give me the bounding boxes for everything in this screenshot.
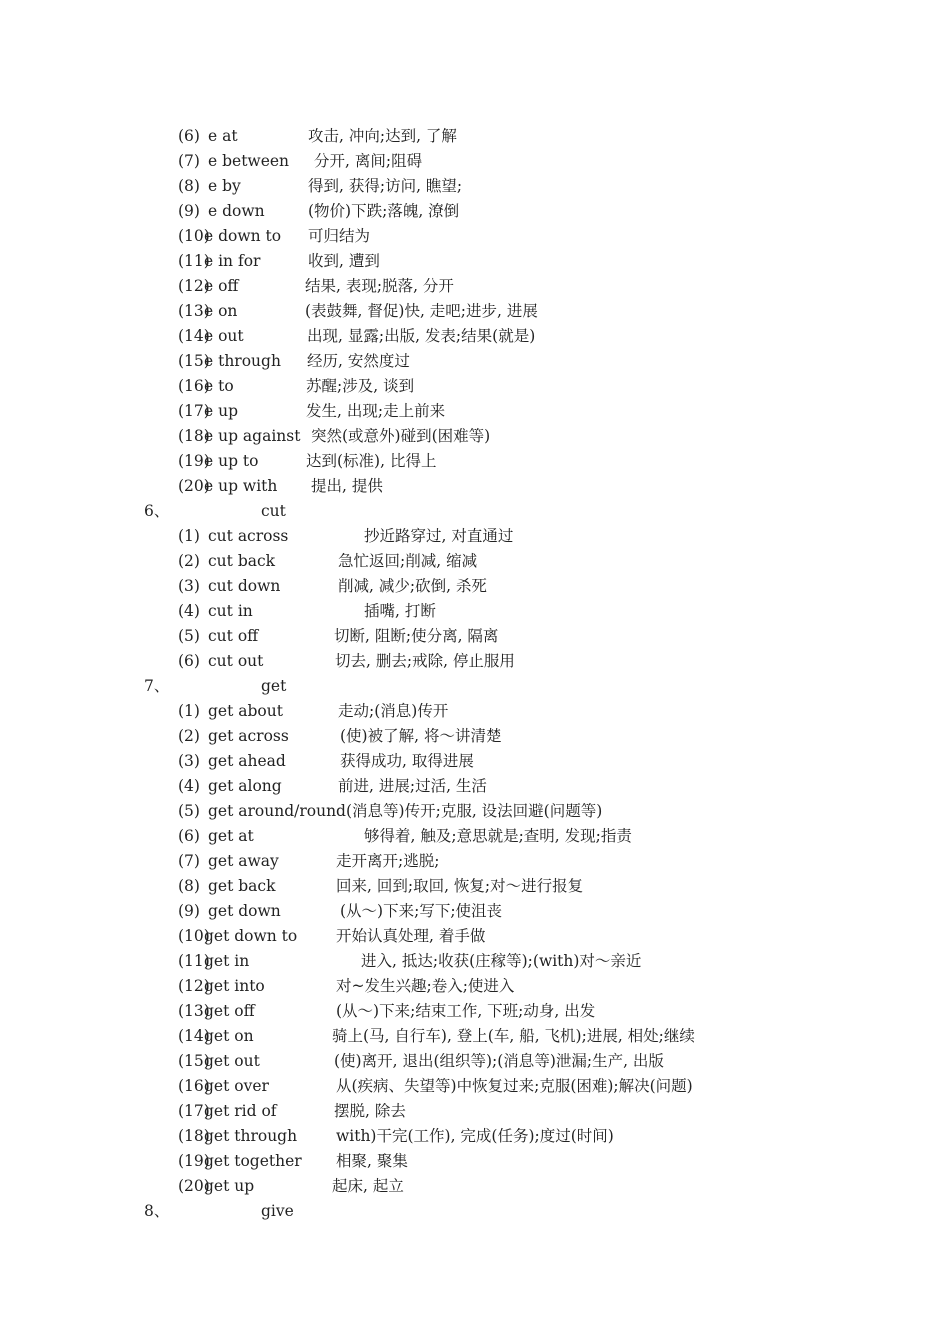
entry-number: (6)	[178, 827, 200, 845]
entry-meaning: 可归结为	[308, 227, 371, 245]
entry-phrase: get on	[204, 1027, 254, 1045]
entry-meaning: 苏醒;涉及, 谈到	[306, 377, 415, 395]
entry-number: (10)	[178, 927, 210, 945]
entry-meaning: 达到(标准), 比得上	[306, 452, 437, 470]
entry-meaning: (从～)下来;结束工作, 下班;动身, 出发	[336, 1002, 596, 1020]
entry-meaning: 相聚, 聚集	[336, 1152, 408, 1170]
entry-meaning: 削减, 减少;砍倒, 杀死	[338, 577, 487, 595]
entry-meaning: with)干完(工作), 完成(任务);度过(时间)	[336, 1127, 614, 1145]
entry-meaning: 发生, 出现;走上前来	[306, 402, 446, 420]
entry-number: (2)	[178, 727, 200, 745]
entry-meaning: 前进, 进展;过活, 生活	[338, 777, 487, 795]
entry-meaning: (物价)下跌;落魄, 潦倒	[308, 202, 460, 220]
entry-number: (4)	[178, 602, 200, 620]
entry-number: (6)	[178, 127, 200, 145]
entry-phrase: e by	[208, 177, 241, 195]
entry-number: (1)	[178, 702, 200, 720]
entry-phrase: e up	[204, 402, 239, 420]
entry-number: (7)	[178, 852, 200, 870]
entry-number: (8)	[178, 177, 200, 195]
entry-phrase: e at	[208, 127, 238, 145]
entry-meaning: 抄近路穿过, 对直通过	[364, 527, 514, 545]
entry-phrase: get about	[208, 702, 283, 720]
entry-phrase: get together	[204, 1152, 302, 1170]
entry-phrase: cut down	[208, 577, 281, 595]
entry-meaning: (表鼓舞, 督促)快, 走吧;进步, 进展	[305, 302, 538, 320]
entry-number: (3)	[178, 577, 200, 595]
entry-number: (15)	[178, 1052, 210, 1070]
section-word: cut	[261, 502, 286, 520]
entry-meaning: 插嘴, 打断	[364, 602, 436, 620]
entry-number: (18)	[178, 427, 210, 445]
entry-phrase: get at	[208, 827, 254, 845]
entry-meaning: (消息等)传开;克服, 设法回避(问题等)	[346, 802, 603, 820]
entry-number: (12)	[178, 977, 210, 995]
entry-phrase: e up with	[204, 477, 278, 495]
entry-number: (15)	[178, 352, 210, 370]
entry-phrase: get through	[204, 1127, 298, 1145]
entry-meaning: 够得着, 触及;意思就是;查明, 发现;指责	[364, 827, 632, 845]
entry-phrase: get across	[208, 727, 289, 745]
entry-number: (2)	[178, 552, 200, 570]
entry-phrase: get along	[208, 777, 282, 795]
entry-phrase: get away	[208, 852, 279, 870]
entry-phrase: cut in	[208, 602, 253, 620]
entry-number: (19)	[178, 1152, 210, 1170]
entry-meaning: 切去, 删去;戒除, 停止服用	[335, 652, 515, 670]
entry-phrase: e between	[208, 152, 290, 170]
entry-meaning: 经历, 安然度过	[307, 352, 410, 370]
entry-number: (20)	[178, 477, 210, 495]
entry-meaning: 开始认真处理, 着手做	[336, 927, 486, 945]
entry-meaning: 回来, 回到;取回, 恢复;对～进行报复	[336, 877, 584, 895]
entry-meaning: 获得成功, 取得进展	[340, 752, 474, 770]
entry-phrase: e up against	[204, 427, 301, 445]
entry-number: (17)	[178, 402, 210, 420]
entry-meaning: 从(疾病、失望等)中恢复过来;克服(困难);解决(问题)	[336, 1077, 693, 1095]
entry-meaning: 得到, 获得;访问, 瞧望;	[308, 177, 463, 195]
entry-number: (14)	[178, 1027, 210, 1045]
section-number: 8、	[144, 1202, 170, 1220]
entry-meaning: 走开离开;逃脱;	[336, 852, 440, 870]
entry-phrase: cut out	[208, 652, 264, 670]
entry-number: (9)	[178, 902, 200, 920]
entry-phrase: get up	[204, 1177, 255, 1195]
entry-meaning: (从～)下来;写下;使沮丧	[340, 902, 503, 920]
entry-number: (17)	[178, 1102, 210, 1120]
entry-phrase: get ahead	[208, 752, 286, 770]
section-word: give	[261, 1202, 294, 1220]
entry-phrase: e up to	[204, 452, 259, 470]
section-word: get	[261, 677, 287, 695]
entry-number: (18)	[178, 1127, 210, 1145]
entry-phrase: get into	[204, 977, 265, 995]
entry-number: (1)	[178, 527, 200, 545]
entry-phrase: cut across	[208, 527, 289, 545]
entry-phrase: get out	[204, 1052, 260, 1070]
entry-meaning: 出现, 显露;出版, 发表;结果(就是)	[307, 327, 536, 345]
entry-meaning: 收到, 遭到	[308, 252, 380, 270]
section-number: 7、	[144, 677, 170, 695]
entry-meaning: 提出, 提供	[311, 477, 383, 495]
entry-number: (5)	[178, 802, 200, 820]
entry-meaning: 摆脱, 除去	[334, 1102, 406, 1120]
entry-number: (7)	[178, 152, 200, 170]
entry-phrase: get in	[204, 952, 250, 970]
entry-meaning: 急忙返回;削减, 缩减	[338, 552, 478, 570]
entry-number: (20)	[178, 1177, 210, 1195]
entry-number: (8)	[178, 877, 200, 895]
entry-meaning: 进入, 抵达;收获(庄稼等);(with)对～亲近	[361, 952, 642, 970]
entry-phrase: cut back	[208, 552, 276, 570]
entry-phrase: e in for	[204, 252, 261, 270]
entry-phrase: e down to	[204, 227, 282, 245]
entry-phrase: e to	[204, 377, 234, 395]
entry-number: (4)	[178, 777, 200, 795]
entry-number: (13)	[178, 302, 210, 320]
entry-meaning: (使)被了解, 将～讲清楚	[340, 727, 502, 745]
entry-number: (5)	[178, 627, 200, 645]
entry-phrase: get down	[208, 902, 281, 920]
entry-phrase: e through	[204, 352, 281, 370]
entry-meaning: 结果, 表现;脱落, 分开	[305, 277, 454, 295]
entry-meaning: 对~发生兴趣;卷入;使进入	[336, 977, 515, 995]
entry-phrase: cut off	[208, 627, 259, 645]
entry-phrase: get off	[204, 1002, 255, 1020]
entry-number: (13)	[178, 1002, 210, 1020]
entry-meaning: 攻击, 冲向;达到, 了解	[308, 127, 457, 145]
entry-phrase: get around/round	[208, 802, 346, 820]
entry-number: (9)	[178, 202, 200, 220]
entry-number: (11)	[178, 252, 210, 270]
entry-meaning: 分开, 离间;阻碍	[314, 152, 423, 170]
entry-meaning: (使)离开, 退出(组织等);(消息等)泄漏;生产, 出版	[334, 1052, 664, 1070]
entry-phrase: e down	[208, 202, 265, 220]
entry-number: (10)	[178, 227, 210, 245]
entry-phrase: get back	[208, 877, 276, 895]
entry-phrase: get over	[204, 1077, 269, 1095]
section-number: 6、	[144, 502, 170, 520]
entry-meaning: 骑上(马, 自行车), 登上(车, 船, 飞机);进展, 相处;继续	[332, 1027, 695, 1045]
entry-meaning: 切断, 阻断;使分离, 隔离	[334, 627, 499, 645]
entry-meaning: 走动;(消息)传开	[338, 702, 449, 720]
entry-phrase: get rid of	[204, 1102, 277, 1120]
entry-number: (11)	[178, 952, 210, 970]
entry-number: (14)	[178, 327, 210, 345]
entry-phrase: e on	[204, 302, 238, 320]
entry-phrase: e out	[204, 327, 244, 345]
entry-number: (12)	[178, 277, 210, 295]
entry-phrase: get down to	[204, 927, 298, 945]
entry-number: (19)	[178, 452, 210, 470]
entry-meaning: 起床, 起立	[332, 1177, 404, 1195]
entry-number: (16)	[178, 377, 210, 395]
entry-meaning: 突然(或意外)碰到(困难等)	[311, 427, 491, 445]
entry-phrase: e off	[204, 277, 239, 295]
entry-number: (6)	[178, 652, 200, 670]
entry-number: (16)	[178, 1077, 210, 1095]
entry-number: (3)	[178, 752, 200, 770]
